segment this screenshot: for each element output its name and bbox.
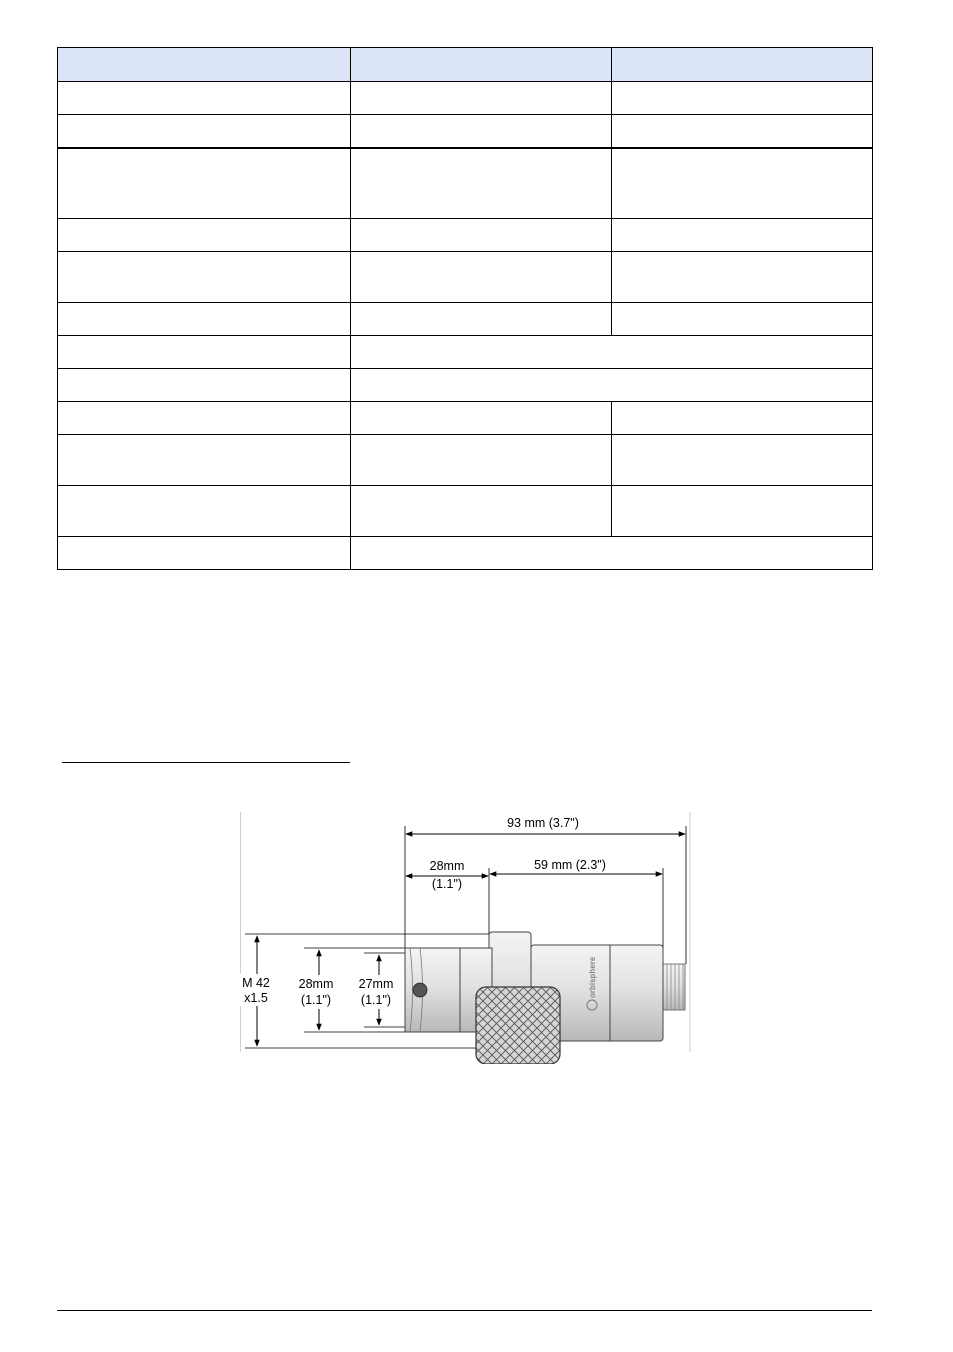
table-cell [58, 402, 351, 435]
table-cell [612, 148, 873, 219]
table-cell [351, 219, 612, 252]
footer-divider [57, 1310, 872, 1311]
table-cell [612, 402, 873, 435]
brand-logo-text: orbisphere [588, 956, 597, 998]
thread-size-label-2: x1.5 [244, 991, 268, 1005]
table-row [58, 252, 873, 303]
body-length-label: 59 mm (2.3") [534, 858, 606, 872]
front-length-label-mm: 28mm [429, 859, 465, 873]
table-cell-merged [351, 369, 873, 402]
table-header-row [58, 48, 873, 82]
table-cell [351, 252, 612, 303]
table-row [58, 148, 873, 219]
sensor-body-illustration [405, 932, 685, 1064]
knurled-nut [476, 987, 560, 1064]
table-cell [612, 82, 873, 115]
inner-diameter-label-in: (1.1") [360, 993, 392, 1007]
table-cell-merged [351, 537, 873, 570]
table-row [58, 537, 873, 570]
overall-length-label: 93 mm (3.7") [507, 816, 579, 830]
table-cell [351, 303, 612, 336]
table-row [58, 115, 873, 149]
sensor-dimension-drawing [240, 812, 691, 1064]
table-row [58, 402, 873, 435]
table-cell [351, 115, 612, 149]
outer-diameter-label-mm: 28mm [298, 977, 334, 991]
table-cell [58, 219, 351, 252]
table-row [58, 219, 873, 252]
table-cell [58, 369, 351, 402]
table-row [58, 303, 873, 336]
table-cell [612, 252, 873, 303]
table-cell [612, 115, 873, 149]
table-cell [58, 115, 351, 149]
outer-diameter-label-in: (1.1") [300, 993, 332, 1007]
inner-diameter-label-mm: 27mm [358, 977, 394, 991]
table-cell [351, 435, 612, 486]
table-header-cell [351, 48, 612, 82]
table-cell [612, 435, 873, 486]
table-row [58, 369, 873, 402]
table-cell [58, 336, 351, 369]
table-cell [58, 252, 351, 303]
table-cell [351, 402, 612, 435]
table-cell [58, 537, 351, 570]
table-cell [58, 148, 351, 219]
table-cell [351, 82, 612, 115]
table-cell [612, 486, 873, 537]
table-cell [351, 148, 612, 219]
front-length-label-in: (1.1") [431, 877, 463, 891]
table-header-cell [58, 48, 351, 82]
table-row [58, 336, 873, 369]
table-cell [58, 82, 351, 115]
thread-size-label-1: M 42 [242, 976, 270, 990]
table-cell [58, 486, 351, 537]
table-cell [612, 303, 873, 336]
table-cell [612, 219, 873, 252]
table-cell-merged [351, 336, 873, 369]
specifications-table [57, 47, 873, 570]
table-row [58, 82, 873, 115]
table-row [58, 486, 873, 537]
table-cell [351, 486, 612, 537]
table-cell [58, 303, 351, 336]
table-header-cell [612, 48, 873, 82]
table-row [58, 435, 873, 486]
table-cell [58, 435, 351, 486]
section-heading-underline [62, 762, 350, 763]
